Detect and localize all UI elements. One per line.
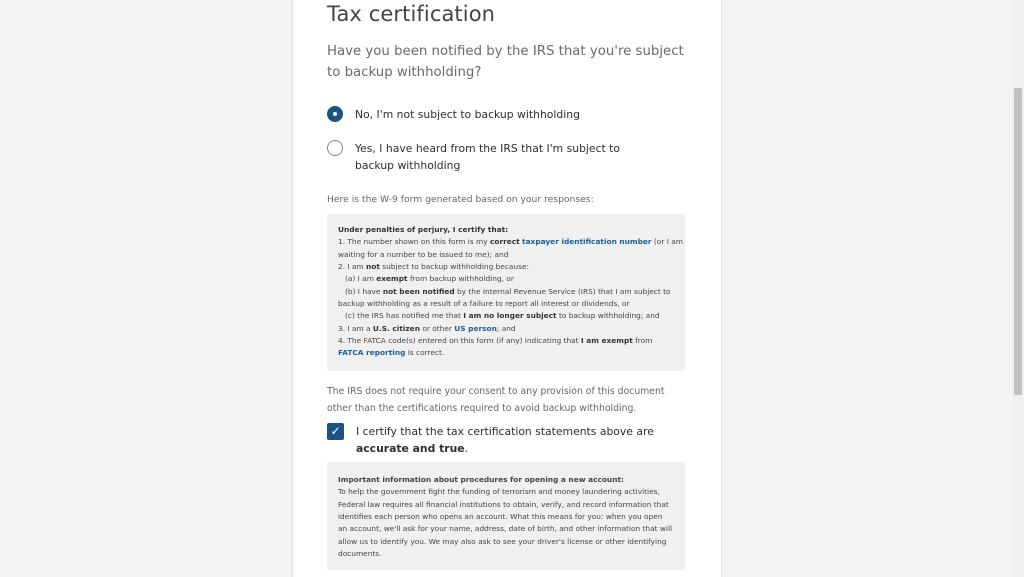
certify-label-end: .: [464, 442, 469, 455]
w9-intro: Here is the W-9 form generated based on your responses:: [327, 194, 594, 205]
w9-certification-box: [327, 214, 685, 371]
option-not-subject[interactable]: [327, 106, 687, 123]
w9-line2b-text: (b) I have: [345, 286, 383, 296]
w9-line3-mid: or other: [419, 323, 455, 333]
w9-line1-tail: (or I am: [651, 237, 683, 247]
w9-line4-bold: I am exempt: [580, 336, 633, 346]
w9-line4-text: 4. The FATCA code(s) entered on this form (if any) indicating that: [338, 336, 581, 346]
fatca-reporting-link[interactable]: FATCA reporting: [338, 348, 406, 358]
w9-line2b-tail: by the Internal Revenue Service (IRS) that I am subject to: [454, 286, 671, 296]
consent-note: The IRS does not require your consent to any provision of this document other than the certifications required to avoid backup withholding.: [327, 386, 665, 414]
radio-selected-icon[interactable]: [327, 106, 343, 122]
w9-line2-text: 2. I am: [338, 262, 367, 272]
us-person-link[interactable]: US person: [454, 323, 497, 333]
w9-line2a-tail: from backup withholding, or: [407, 274, 514, 284]
tax-certification-card: [292, 0, 722, 577]
option-subject[interactable]: [327, 140, 687, 174]
certify-label-text: I certify that the tax certification statements above are: [356, 425, 654, 438]
backup-withholding-question: Have you been notified by the IRS that you're subject to backup withholding?: [327, 44, 684, 80]
tin-link[interactable]: taxpayer identification number: [522, 237, 652, 247]
info-body: To help the government fight the funding of terrorism and money laundering activities, Federal law requires all financial institutions to obtain, verify, and record information that identifies each person who opens an account. What this means for you: when you open an account, we'll ask for your name, address, date of birth, and other information that will allow us to identify you. We may also ask to see your driver's license or other identifying documents.: [338, 487, 673, 559]
w9-line2b-cont: backup withholding as a result of a failure to report all interest or dividends, or: [338, 299, 630, 309]
w9-line2c-text: (c) the IRS has notified me that: [345, 311, 464, 321]
w9-line1-bold: correct: [489, 237, 520, 247]
option-not-subject-label: No, I'm not subject to backup withholding: [355, 108, 580, 121]
w9-line1-text: 1. The number shown on this form is my: [338, 237, 490, 247]
w9-line3-bold: U.S. citizen: [372, 323, 420, 333]
w9-line4-end: is correct.: [405, 348, 445, 358]
page-scrollbar[interactable]: [1012, 0, 1024, 577]
w9-line2-bold: not: [366, 262, 380, 272]
account-info-box: [327, 462, 685, 570]
w9-heading: Under penalties of perjury, I certify that:: [338, 225, 509, 234]
w9-line2a-bold: exempt: [376, 274, 408, 284]
option-subject-label: Yes, I have heard from the IRS that I'm subject to backup withholding: [355, 142, 621, 172]
scrollbar-thumb[interactable]: [1014, 88, 1022, 395]
w9-line2a-text: (a) I am: [345, 274, 377, 284]
w9-line3-tail: ; and: [496, 323, 516, 333]
certify-label: [356, 423, 686, 457]
info-heading: Important information about procedures for opening a new account:: [338, 475, 624, 484]
w9-line3-text: 3. I am a: [338, 323, 373, 333]
radio-unselected-icon[interactable]: [327, 140, 343, 156]
w9-line1-cont: waiting for a number to be issued to me); and: [338, 249, 509, 259]
certify-label-bold: accurate and true: [356, 442, 465, 455]
w9-line4-tail: from: [632, 336, 653, 346]
w9-line2c-tail: to backup withholding; and: [556, 311, 660, 321]
w9-line2-tail: subject to backup withholding because:: [379, 262, 530, 272]
certify-checkbox-row[interactable]: [327, 423, 687, 457]
checkbox-checked-icon[interactable]: ✓: [327, 423, 344, 440]
w9-line2b-bold: not been notified: [382, 286, 455, 296]
w9-line2c-bold: I am no longer subject: [463, 311, 557, 321]
page-title: Tax certification: [327, 2, 496, 26]
